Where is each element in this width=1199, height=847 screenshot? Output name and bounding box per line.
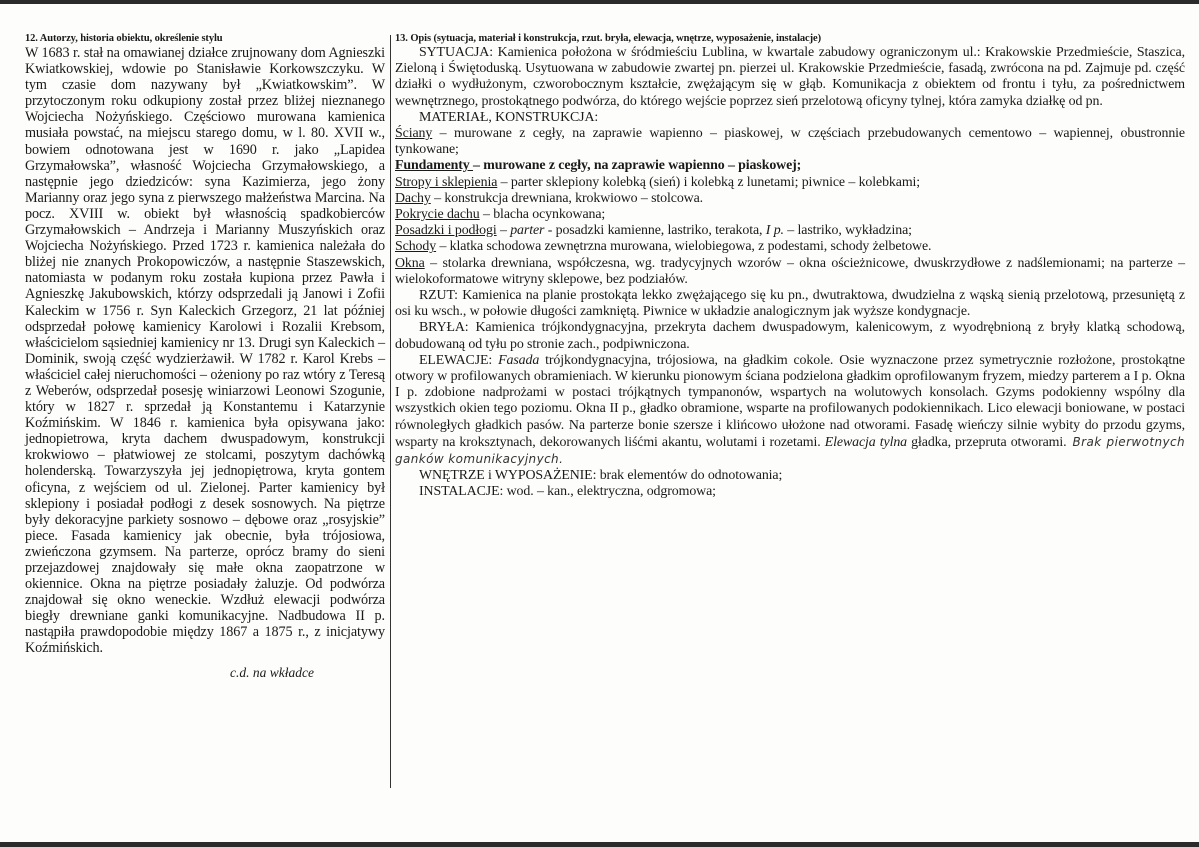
material-label: Schody (395, 239, 437, 255)
material-ceilings: Stropy i sklepienia – parter sklepiony kolebką (sień) i kolebką z lunetami; piwnice – kolebkami; (395, 174, 921, 190)
material-label: Okna (395, 255, 425, 271)
material-heading: MATERIAŁ, KONSTRUKCJA: (419, 109, 599, 125)
material-label: Stropy i sklepienia (395, 174, 498, 190)
section-13-heading: 13. Opis (sytuacja, materiał i konstrukcja, rzut. bryła, elewacja, wnętrze, wyposażenie, instalacje) (395, 33, 821, 44)
instalacje-paragraph: INSTALACJE: wod. – kan., elektryczna, odgromowa; (419, 484, 716, 500)
material-label: Dachy (395, 190, 431, 206)
continued-note: c.d. na wkładce (230, 664, 314, 680)
material-windows: Okna – stolarka drewniana, współczesna, wg. tradycyjnych wzorów – okna ościeżnicowe, dwuskrzydłowe z nadślemionami; na parterze – wielokoformatowe witryny sklepowe, bez podziałów. (395, 255, 1185, 287)
material-stairs: Schody – klatka schodowa zewnętrzna murowana, wielobiegowa, z podestami, schody żelbetowe. (395, 239, 932, 255)
material-roofing: Pokrycie dachu – blacha ocynkowana; (395, 207, 606, 223)
material-label: Pokrycie dachu (395, 207, 480, 223)
elewacje-paragraph: ELEWACJE: Fasada trójkondygnacyjna, trójosiowa, na gładkim cokole. Osie wyznaczone przez symetrycznie rozłożone, prostokątne otwory w profilowanych obramieniach. W kierunku pionowym ściana podzielona gładkim oprofilowanym fryzem, miedzy parterem a I p. Okna I p. zdobione nadprożami w postaci trójkątnych tympanonów, wspartych na wolutowych konsolach. Gzyms podokienny wspólny dla wszystkich okien tego poziomu. Okna II p., gładko obramione, wsparte na profilowanych podokiennikach. Lico elewacji boniowane, w postaci równoległych gładkich pasów. Na parterze bonie szersze i klińcowo ułożone nad otworami. Fasadę wieńczy silnie wybity do przodu gzyms, wsparty na kroksztynach, dekorowanych liśćmi akantu, wolutami i rozetami. Elewacja tylna gładka, przepruta otworami. Brak pierwotnych ganków komunikacyjnych. (395, 352, 1185, 467)
section-12-history (25, 32, 385, 681)
material-foundations: Fundamenty – murowane z cegły, na zaprawie wapienno – piaskowej; (395, 158, 802, 174)
material-roofs: Dachy – konstrukcja drewniana, krokwiowo – stolcowa. (395, 190, 704, 206)
material-walls: Ściany – murowane z cegły, na zaprawie wapienno – piaskowej, w częściach przebudowanych cementowo – wapiennej, obustronnie tynkowane; (395, 126, 1185, 158)
bryla-paragraph: BRYŁA: Kamienica trójkondygnacyjna, przekryta dachem dwuspadowym, kalenicowym, z wyodrębnioną z bryły klatką schodową, dobudowaną od tyłu po stronie zach., podpiwniczona. (395, 320, 1185, 352)
section-12-heading: 12. Autorzy, historia obiektu, określenie stylu (25, 33, 223, 44)
material-label: Posadzki i podłogi (395, 223, 497, 239)
material-label: Fundamenty (395, 158, 474, 174)
history-body: W 1683 r. stał na omawianej działce zrujnowany dom Agnieszki Kwiatkowskiej, wdowie po Stanisławie Korkowszczyku. W tym czasie dom nazywany był „Kwiatkowskim”. W przytoczonym roku odkupiony został przez bliżej nieznanego Wojciecha Nożyńskiego. Częściowo murowana kamienica musiała powstać, na miejscu starego domu, w l. 80. XVII w., bowiem odnotowana jest w 1690 r. jako „Lapidea Grzymałowska”, własność Wojciecha Grzymałowskiego, a następnie jego dziedziców: syna Kazimierza, jego żony Marianny oraz jego syna z pierwszego małżeństwa Marcina. Na pocz. XVIII w. obiekt był własnością spadkobierców Grzymałowskich – Andrzeja i Marianny Muszyńskich oraz Wojciecha Nożyńskiego. Przed 1723 r. kamienica należała do bliżej nie znanych Prokopowiczów, a następnie Staszewskich, natomiasta w podanym roku została kupiona przez Pawła i Agnieszkę Jakubowskich, którzy odsprzedali ją Janowi i Zofii Kaleckim w 1756 r. Syn Kaleckich Grzegorz, 21 lat później odsprzedał połowę kamienicy Karolowi i Rozalii Krebsom, właścicielom sąsiedniej kamienicy nr 13. Drugi syn Kaleckich – Dominik, swoją część wydzierżawił. W 1782 r. Karol Krebs – właściciel całej nieruchomości – ożeniony po raz wtóry z Teresą z Weberów, odsprzedał posesję winiarzowi Leonowi Szogunie, który w 1827 r. sprzedał ją Konstantemu i Katarzynie Koźmińskim. W 1846 r. kamienica była opisywana jako: jednopietrowa, kryta dachem dwuspadowym, konstrukcji krokwiowo – płatwiowej ze stolcami, poszytym dachówką holenderską. Towarzyszyła jej jednopiętrowa, kryta gontem oficyna, z wejściem od ul. Zielonej. Parter kamienicy był sklepiony i posiadał podłogi z desek sosnowych. Na piętrze były dekoracyjne parkiety sosnowo – dębowe oraz „rosyjskie” piece. Fasada kamienicy jak obecnie, była trójosiowa, zwieńczona gzymsem. Na parterze, oprócz bramy do sieni przejazdowej znajdowały się małe okna zaopatrzone w okiennice. Okna na piętrze posiadały żaluzje. Od podwórza znajdował się okno weneckie. Wzdłuż elewacji podwórza biegły drewniane ganki komunikacyjne. Nadbudowa II p. nastąpiła prawdopodobie między 1867 a 1875 r., z inicjatywy Koźmińskich. (25, 45, 385, 657)
material-label: Ściany (395, 126, 433, 142)
document-page (0, 4, 1199, 842)
rzut-paragraph: RZUT: Kamienica na planie prostokąta lekko zwężającego się ku pn., dwutraktowa, dwudzielna z wąską sienią przelotową, przesuniętą z osi ku wsch., w połowie długości zamkniętą. Piwnice w układzie analogicznym jak wyższe kondygnacje. (395, 288, 1185, 320)
section-13-description (395, 32, 1185, 501)
column-divider (390, 35, 391, 788)
wnetrze-paragraph: WNĘTRZE i WYPOSAŻENIE: brak elementów do odnotowania; (419, 468, 783, 484)
handwritten-annotation: Brak pierwotnych ganków komunikacyjnych. (395, 434, 1185, 467)
material-floors: Posadzki i podłogi – parter - posadzki kamienne, lastriko, terakota, I p. – lastriko, wykładzina; (395, 223, 912, 239)
sytuacja-paragraph: SYTUACJA: Kamienica położona w śródmieściu Lublina, w kwartale zabudowy ograniczonym ul.: Krakowskie Przedmieście, Staszica, Zieloną i Świętoduską. Usytuowana w zabudowie zwartej pn. pierzei ul. Krakowskie Przedmieście, fasadą, zwrócona na pd. Zajmuje pd. część działki o wydłużonym, czworobocznym kształcie, zwężającym się w głąb. Komunikacja z obiektem od frontu i tyłu, za pośrednictwem wewnętrznego, prostokątnego podwórza, do którego wejście poprzez sień przelotową oficyny tylnej, która zamyka działkę od pn. (395, 45, 1185, 109)
